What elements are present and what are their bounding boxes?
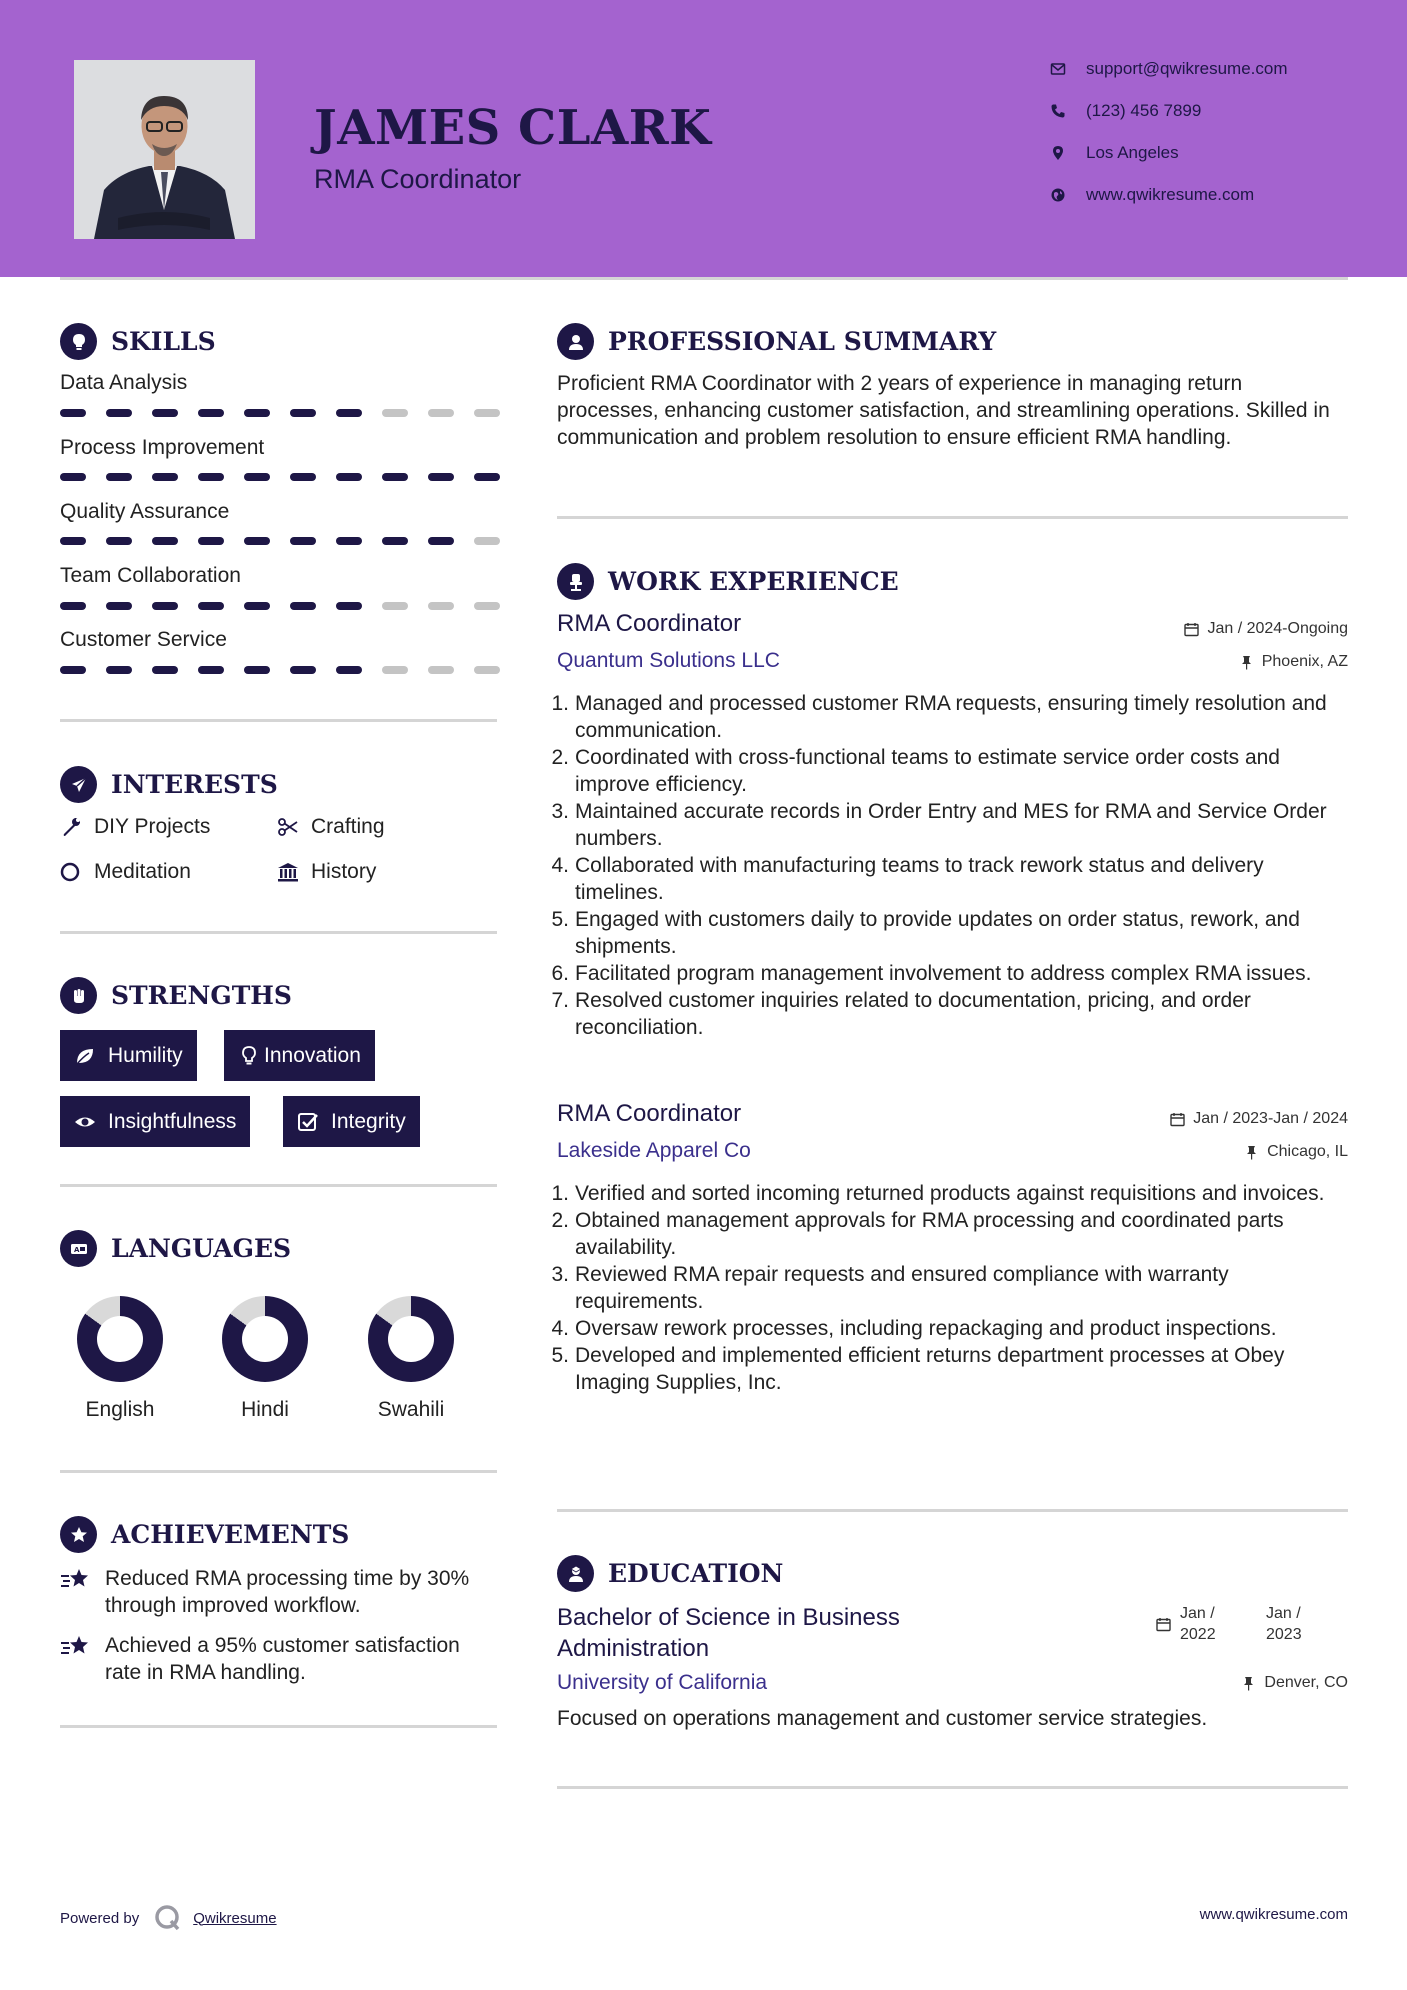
skill-name: Team Collaboration: [60, 564, 241, 587]
job-location-text: Phoenix, AZ: [1261, 653, 1348, 670]
skill-dash: [152, 473, 178, 481]
skill-dash: [336, 666, 362, 674]
user-icon: [557, 323, 594, 360]
bank-icon: [277, 861, 311, 883]
strengths-heading: [60, 977, 292, 1014]
duty-text: Engaged with customers daily to provide updates on order status, rework, and shipments.: [575, 908, 1300, 958]
job-duties: [551, 690, 1357, 1041]
duty-text: Collaborated with manufacturing teams to track rework status and delivery timelines.: [575, 854, 1264, 904]
map-pin-icon: [1050, 145, 1086, 161]
section-divider: [60, 1470, 497, 1473]
interests-title: INTERESTS: [111, 770, 278, 799]
skill-dash: [428, 409, 454, 417]
duty-number: 4 .: [551, 1315, 569, 1342]
job-location: [1244, 1143, 1348, 1161]
interest-item: [60, 860, 191, 884]
skill-dash: [290, 602, 316, 610]
skill-dash: [244, 409, 270, 417]
skill-name: Data Analysis: [60, 371, 188, 394]
calendar-icon: [1156, 1617, 1171, 1632]
resume-header: [0, 0, 1407, 277]
lightbulb-icon: [60, 323, 97, 360]
strength-label: Innovation: [264, 1043, 361, 1067]
envelope-icon: [1050, 61, 1086, 77]
skill-dash: [244, 602, 270, 610]
skill-dash: [244, 537, 270, 545]
candidate-name: JAMES CLARK: [314, 100, 712, 156]
skill-level-bar: [60, 666, 520, 674]
skill-dash: [152, 537, 178, 545]
skill-dash: [60, 473, 86, 481]
achievements-heading: [60, 1516, 349, 1553]
skill-dash: [382, 666, 408, 674]
skill-dash: [474, 473, 500, 481]
education-degree: Bachelor of Science in Business Administration: [557, 1604, 900, 1662]
education-start-year: 2022: [1180, 1626, 1216, 1643]
skill-dash: [152, 666, 178, 674]
skill-dash: [290, 666, 316, 674]
section-divider: [557, 516, 1348, 519]
contact-website[interactable]: [1050, 185, 1254, 205]
duty-number: 3 .: [551, 798, 569, 852]
svg-text:A: A: [73, 1245, 79, 1254]
language-name: Swahili: [377, 1398, 445, 1421]
education-end-year: 2023: [1266, 1626, 1302, 1643]
skill-dash: [428, 473, 454, 481]
skill-dash: [336, 409, 362, 417]
pushpin-icon: [1244, 1145, 1259, 1160]
skills-heading: [60, 323, 216, 360]
education-start-month: Jan /: [1180, 1605, 1215, 1622]
skill-dash: [290, 409, 316, 417]
duty-text: Managed and processed customer RMA requests, ensuring timely resolution and communication.: [575, 692, 1327, 742]
eye-icon: [74, 1111, 108, 1133]
skill-dash: [336, 602, 362, 610]
person-photo-icon: [74, 60, 255, 239]
profile-photo: [74, 60, 255, 239]
section-divider: [557, 1509, 1348, 1512]
skill-dash: [474, 666, 500, 674]
skill-dash: [60, 409, 86, 417]
duty-number: 1 .: [551, 690, 569, 744]
contact-phone-text: (123) 456 7899: [1086, 101, 1202, 120]
language-icon: [60, 1230, 97, 1267]
duty-item: [551, 1207, 1357, 1261]
section-divider: [557, 1786, 1348, 1789]
skill-dash: [428, 602, 454, 610]
skill-dash: [60, 537, 86, 545]
strength-label: Humility: [108, 1043, 183, 1067]
job-date-text: Jan / 2023-Jan / 2024: [1193, 1110, 1348, 1127]
duty-item: [551, 960, 1357, 987]
skill-dash: [474, 602, 500, 610]
checkbox-icon: [297, 1111, 331, 1133]
skill-level-bar: [60, 409, 520, 417]
language-level-ring: [368, 1296, 454, 1382]
scissors-icon: [277, 816, 311, 838]
duty-item: [551, 987, 1357, 1041]
globe-icon: [1050, 187, 1086, 203]
duty-item: [551, 852, 1357, 906]
duty-number: 4 .: [551, 852, 569, 906]
job-date-text: Jan / 2024-Ongoing: [1207, 620, 1348, 637]
duty-text: Resolved customer inquiries related to documentation, pricing, and order reconciliation.: [575, 989, 1251, 1039]
star-badge-icon: [60, 1516, 97, 1553]
skill-dash: [428, 537, 454, 545]
achievement-item: [60, 1632, 500, 1686]
interest-item: [277, 815, 385, 839]
duty-number: 2 .: [551, 1207, 569, 1261]
wrench-icon: [60, 816, 94, 838]
job-location: [1239, 653, 1348, 671]
powered-by: [60, 1903, 277, 1933]
education-start-date: [1180, 1603, 1216, 1645]
duty-text: Oversaw rework processes, including repackaging and product inspections.: [575, 1317, 1277, 1340]
skill-dash: [428, 666, 454, 674]
achievements-title: ACHIEVEMENTS: [111, 1520, 350, 1549]
job-duties: [551, 1180, 1357, 1396]
contact-email-text: support@qwikresume.com: [1086, 59, 1288, 78]
contact-email[interactable]: [1050, 59, 1288, 79]
achievement-text: Achieved a 95% customer satisfaction rate in RMA handling.: [105, 1634, 460, 1684]
section-divider: [60, 1725, 497, 1728]
qwikresume-link[interactable]: Qwikresume: [193, 1909, 277, 1927]
duty-item: [551, 798, 1357, 852]
skill-dash: [198, 666, 224, 674]
experience-title: WORK EXPERIENCE: [608, 567, 899, 596]
summary-title: PROFESSIONAL SUMMARY: [608, 327, 997, 356]
experience-heading: [557, 563, 899, 600]
fist-icon: [60, 977, 97, 1014]
education-location: [1241, 1674, 1348, 1692]
skill-name: Process Improvement: [60, 436, 265, 459]
summary-text: Proficient RMA Coordinator with 2 years of experience in managing return processes, enhancing customer satisfaction, and streamlining operations. Skilled in communication and problem resolution to ensure efficient RMA handling.: [557, 372, 1330, 449]
duty-item: [551, 1180, 1357, 1207]
lightbulb-icon: [238, 1045, 264, 1067]
skill-dash: [382, 473, 408, 481]
shooting-star-icon: [60, 1565, 105, 1619]
skill-dash: [474, 409, 500, 417]
skill-level-bar: [60, 602, 520, 610]
calendar-icon: [1184, 622, 1199, 637]
interests-heading: [60, 766, 278, 803]
interest-label: History: [311, 860, 377, 883]
skill-dash: [382, 602, 408, 610]
contact-location: [1050, 143, 1179, 163]
education-description: Focused on operations management and customer service strategies.: [557, 1707, 1208, 1730]
duty-number: 1 .: [551, 1180, 569, 1207]
education-end-month: Jan /: [1266, 1605, 1301, 1622]
duty-item: [551, 1315, 1357, 1342]
languages-heading: [60, 1230, 291, 1267]
duty-text: Coordinated with cross-functional teams to estimate service order costs and improve efficiency.: [575, 746, 1280, 796]
calendar-icon: [1170, 1112, 1185, 1127]
skill-level-bar: [60, 537, 520, 545]
language-name: Hindi: [241, 1398, 289, 1421]
interest-item: [60, 815, 210, 839]
summary-heading: [557, 323, 996, 360]
job-date: [1184, 620, 1348, 638]
contact-location-text: Los Angeles: [1086, 143, 1179, 162]
education-heading: [557, 1555, 783, 1592]
duty-number: 3 .: [551, 1261, 569, 1315]
duty-text: Maintained accurate records in Order Entry and MES for RMA and Service Order numbers.: [575, 800, 1327, 850]
duty-number: 5 .: [551, 1342, 569, 1396]
duty-number: 5 .: [551, 906, 569, 960]
strength-label: Insightfulness: [108, 1109, 237, 1133]
shooting-star-icon: [60, 1632, 105, 1686]
skill-dash: [290, 473, 316, 481]
language-name: English: [85, 1398, 155, 1421]
skill-dash: [198, 409, 224, 417]
duty-number: 2 .: [551, 744, 569, 798]
graduate-icon: [557, 1555, 594, 1592]
skill-dash: [290, 537, 316, 545]
skill-dash: [106, 409, 132, 417]
education-location-text: Denver, CO: [1264, 1674, 1348, 1691]
skill-dash: [382, 409, 408, 417]
job-date: [1170, 1110, 1348, 1128]
circle-icon: [60, 861, 94, 883]
achievement-text: Reduced RMA processing time by 30% through improved workflow.: [105, 1567, 470, 1617]
interest-label: DIY Projects: [94, 815, 211, 838]
skill-dash: [152, 409, 178, 417]
skill-dash: [336, 473, 362, 481]
duty-text: Facilitated program management involvement to address complex RMA issues.: [575, 962, 1312, 985]
skill-dash: [382, 537, 408, 545]
footer-website[interactable]: www.qwikresume.com: [1199, 1906, 1348, 1923]
job-title: RMA Coordinator: [557, 610, 742, 637]
language-level-ring: [222, 1296, 308, 1382]
interest-item: [277, 860, 376, 884]
job-title: RMA Coordinator: [557, 1100, 742, 1127]
strength-tag: [60, 1030, 197, 1081]
contact-phone[interactable]: [1050, 101, 1201, 121]
company-name: Quantum Solutions LLC: [557, 649, 780, 672]
education-end-date: [1266, 1603, 1302, 1645]
paper-plane-icon: [60, 766, 97, 803]
school-name: University of California: [557, 1671, 768, 1694]
duty-item: [551, 744, 1357, 798]
powered-by-label: Powered by: [60, 1909, 140, 1927]
office-chair-icon: [557, 563, 594, 600]
language-level-ring: [77, 1296, 163, 1382]
skill-name: Customer Service: [60, 628, 227, 651]
skill-dash: [244, 473, 270, 481]
duty-text: Obtained management approvals for RMA processing and coordinated parts availability.: [575, 1209, 1284, 1259]
section-divider: [60, 1184, 497, 1187]
duty-item: [551, 1261, 1357, 1315]
skill-dash: [106, 537, 132, 545]
strength-label: Integrity: [331, 1109, 406, 1133]
skill-dash: [60, 602, 86, 610]
skill-dash: [106, 473, 132, 481]
skill-name: Quality Assurance: [60, 500, 230, 523]
skill-dash: [474, 537, 500, 545]
duty-item: [551, 906, 1357, 960]
interest-label: Crafting: [311, 815, 385, 838]
company-name: Lakeside Apparel Co: [557, 1139, 751, 1162]
duty-number: 7 .: [551, 987, 569, 1041]
skills-title: SKILLS: [111, 327, 216, 356]
languages-title: LANGUAGES: [111, 1234, 292, 1263]
duty-number: 6 .: [551, 960, 569, 987]
strengths-title: STRENGTHS: [111, 981, 292, 1010]
skill-dash: [60, 666, 86, 674]
interest-label: Meditation: [94, 860, 191, 883]
duty-text: Developed and implemented efficient returns department processes at Obey Imaging Supplies, Inc.: [575, 1344, 1285, 1394]
pushpin-icon: [1241, 1676, 1256, 1691]
leaf-icon: [74, 1045, 108, 1067]
skill-dash: [106, 666, 132, 674]
achievement-item: [60, 1565, 500, 1619]
contact-website-text: www.qwikresume.com: [1086, 185, 1255, 204]
candidate-role: RMA Coordinator: [314, 164, 522, 194]
skill-dash: [198, 473, 224, 481]
job-location-text: Chicago, IL: [1267, 1143, 1348, 1160]
section-divider: [60, 719, 497, 722]
duty-item: [551, 1342, 1357, 1396]
education-title: EDUCATION: [608, 1559, 784, 1588]
strength-tag: [224, 1030, 375, 1081]
pushpin-icon: [1239, 655, 1254, 670]
qwikresume-logo-icon: [153, 1903, 183, 1933]
skill-dash: [336, 537, 362, 545]
phone-icon: [1050, 103, 1086, 119]
duty-text: Verified and sorted incoming returned products against requisitions and invoices.: [575, 1182, 1325, 1205]
skill-dash: [198, 537, 224, 545]
duty-item: [551, 690, 1357, 744]
strength-tag: [60, 1096, 250, 1147]
skill-level-bar: [60, 473, 520, 481]
duty-text: Reviewed RMA repair requests and ensured compliance with warranty requirements.: [575, 1263, 1229, 1313]
skill-dash: [106, 602, 132, 610]
header-divider: [60, 277, 1348, 280]
strength-tag: [283, 1096, 420, 1147]
skill-dash: [244, 666, 270, 674]
section-divider: [60, 931, 497, 934]
skill-dash: [152, 602, 178, 610]
skill-dash: [198, 602, 224, 610]
